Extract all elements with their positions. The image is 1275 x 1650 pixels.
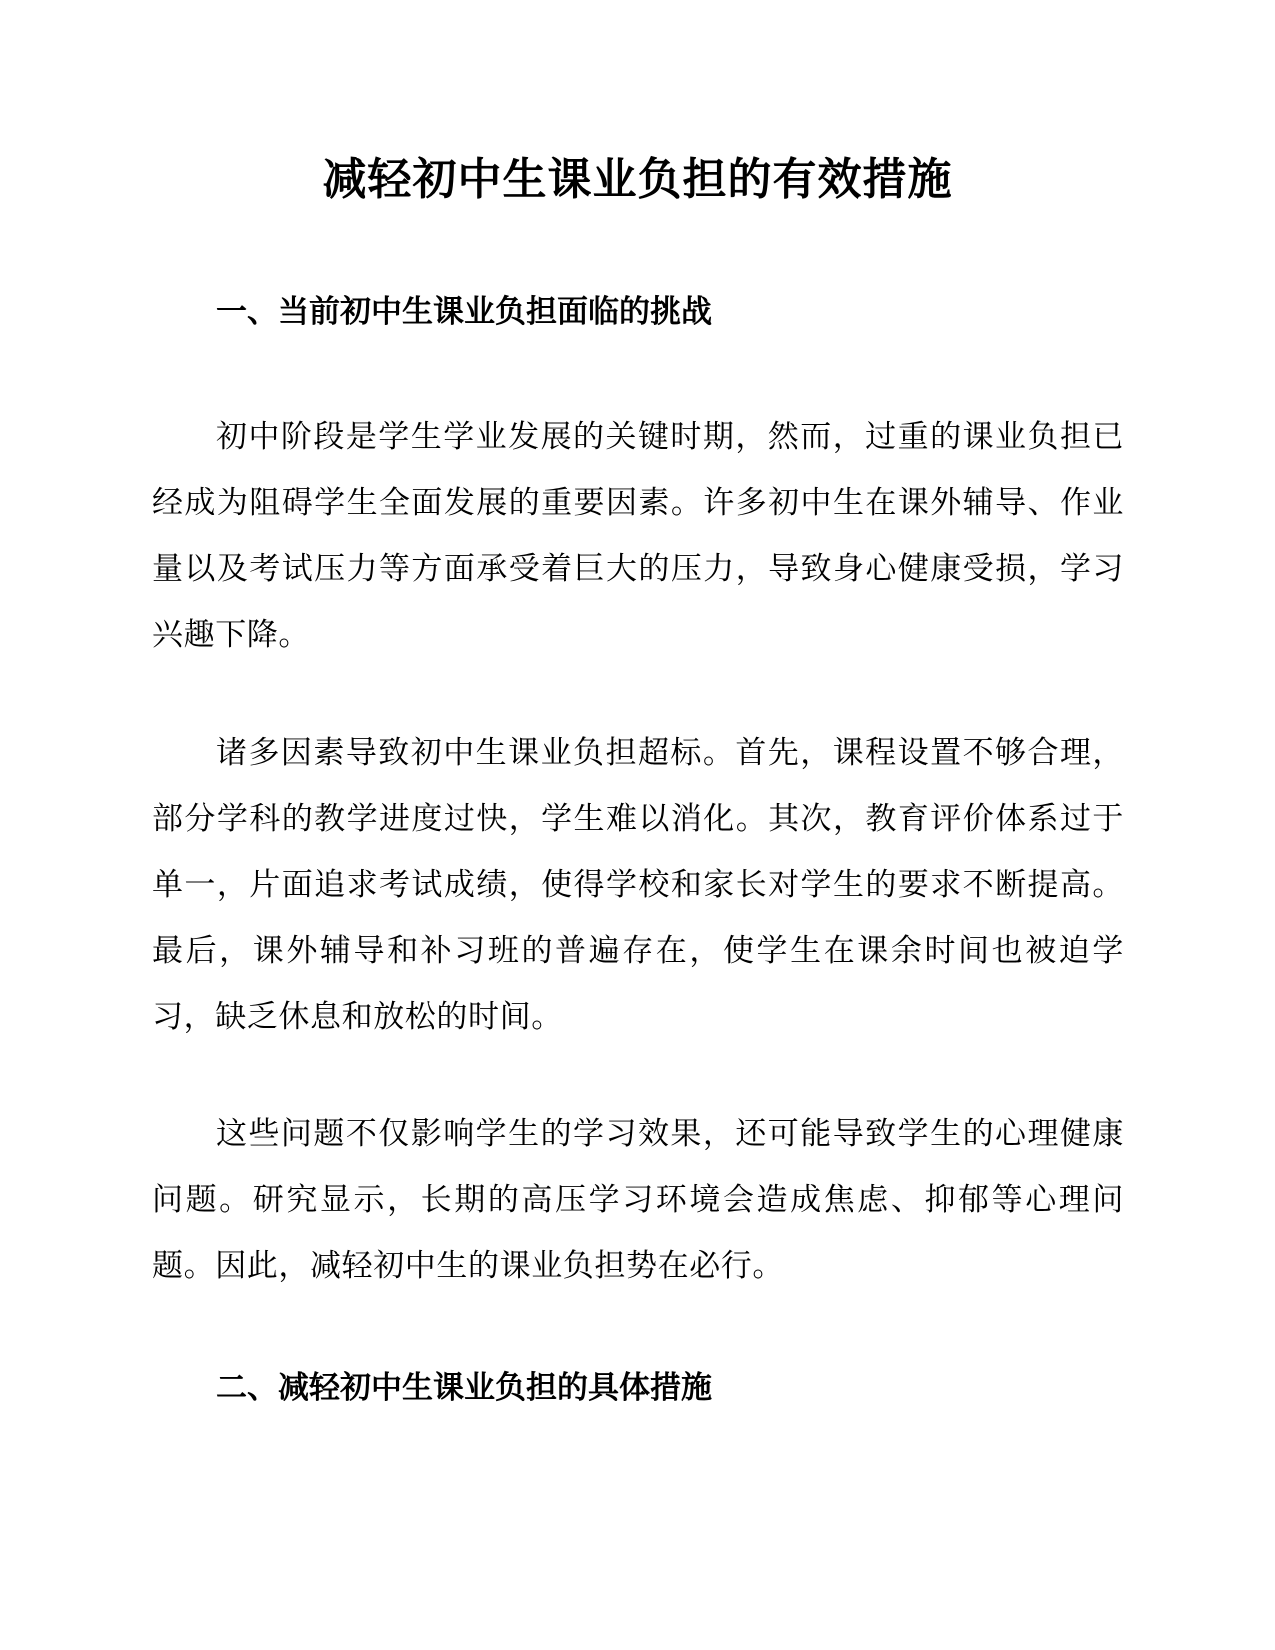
document-title: 减轻初中生课业负担的有效措施 [322, 154, 953, 205]
section-heading-1: 一、当前初中生课业负担面临的挑战 [216, 294, 712, 330]
paragraph-3: 这些问题不仅影响学生的学习效果，还可能导致学生的心理健康问题。研究显示，长期的高压学习环境会造成焦虑、抑郁等心理问题。因此，减轻初中生的课业负担势在必行。 [152, 1116, 1124, 1284]
paragraph-2: 诸多因素导致初中生课业负担超标。首先，课程设置不够合理，部分学科的教学进度过快，学生难以消化。其次，教育评价体系过于单一，片面追求考试成绩，使得学校和家长对学生的要求不断提高。最后，课外辅导和补习班的普遍存在，使学生在课余时间也被迫学习，缺乏休息和放松的时间。 [152, 735, 1124, 1035]
paragraph-1: 初中阶段是学生学业发展的关键时期，然而，过重的课业负担已经成为阻碍学生全面发展的重要因素。许多初中生在课外辅导、作业量以及考试压力等方面承受着巨大的压力，导致身心健康受损，学习兴趣下降。 [152, 419, 1124, 653]
section-heading-2: 二、减轻初中生课业负担的具体措施 [216, 1370, 712, 1406]
